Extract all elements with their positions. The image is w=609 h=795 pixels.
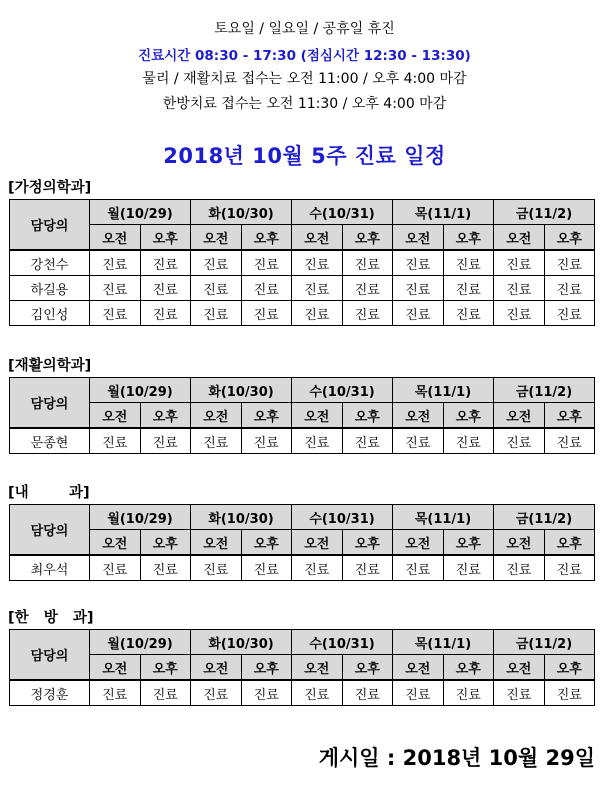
header-day: 목(11/1) <box>393 505 494 530</box>
schedule-cell: 진료 <box>342 250 393 276</box>
header-pm: 오후 <box>241 530 292 556</box>
doctor-name: 강천수 <box>10 250 90 276</box>
schedule-cell: 진료 <box>140 680 191 706</box>
header-am: 오전 <box>494 530 545 556</box>
schedule-cell: 진료 <box>90 555 141 581</box>
header-day: 화(10/30) <box>191 378 292 403</box>
header-pm: 오후 <box>241 655 292 681</box>
header-day: 월(10/29) <box>90 505 191 530</box>
header-am: 오전 <box>494 225 545 251</box>
schedule-cell: 진료 <box>140 250 191 276</box>
header-pm: 오후 <box>140 530 191 556</box>
schedule-cell: 진료 <box>191 250 242 276</box>
schedule-cell: 진료 <box>140 276 191 301</box>
schedule-cell: 진료 <box>443 555 494 581</box>
schedule-cell: 진료 <box>393 301 444 326</box>
header-pm: 오후 <box>544 655 595 681</box>
header-am: 오전 <box>191 403 242 429</box>
header-am: 오전 <box>494 403 545 429</box>
header-pm: 오후 <box>443 530 494 556</box>
schedule-cell: 진료 <box>393 680 444 706</box>
schedule-cell: 진료 <box>544 301 595 326</box>
notice-hours: 진료시간 08:30 - 17:30 (점심시간 12:30 - 13:30) <box>138 48 471 64</box>
department-label: [가정의학과] <box>8 180 92 196</box>
header-am: 오전 <box>90 655 141 681</box>
schedule-cell: 진료 <box>191 680 242 706</box>
schedule-cell: 진료 <box>544 250 595 276</box>
schedule-cell: 진료 <box>342 301 393 326</box>
header-am: 오전 <box>191 530 242 556</box>
schedule-cell: 진료 <box>443 680 494 706</box>
header-day: 목(11/1) <box>393 378 494 403</box>
schedule-table <box>9 504 595 581</box>
header-pm: 오후 <box>443 403 494 429</box>
schedule-cell: 진료 <box>241 680 292 706</box>
header-am: 오전 <box>292 225 343 251</box>
notice-rehab-cutoff: 물리 / 재활치료 접수는 오전 11:00 / 오후 4:00 마감 <box>142 71 467 87</box>
schedule-cell: 진료 <box>393 276 444 301</box>
schedule-cell: 진료 <box>241 555 292 581</box>
header-day: 수(10/31) <box>292 630 393 655</box>
header-day: 금(11/2) <box>494 200 595 225</box>
header-am: 오전 <box>393 655 444 681</box>
header-responsible: 담당의 <box>10 378 90 429</box>
schedule-cell: 진료 <box>494 276 545 301</box>
schedule-cell: 진료 <box>494 555 545 581</box>
header-pm: 오후 <box>544 403 595 429</box>
schedule-cell: 진료 <box>191 428 242 454</box>
doctor-name: 김인성 <box>10 301 90 326</box>
schedule-cell: 진료 <box>241 250 292 276</box>
table-row <box>10 250 595 276</box>
schedule-cell: 진료 <box>191 555 242 581</box>
schedule-cell: 진료 <box>494 301 545 326</box>
page-title: 2018년 10월 5주 진료 일정 <box>163 144 446 168</box>
schedule-cell: 진료 <box>544 555 595 581</box>
header-pm: 오후 <box>443 225 494 251</box>
notice-holidays: 토요일 / 일요일 / 공휴일 휴진 <box>214 21 395 37</box>
header-day: 화(10/30) <box>191 200 292 225</box>
header-am: 오전 <box>393 225 444 251</box>
department-label: [내 과] <box>8 485 90 501</box>
schedule-cell: 진료 <box>90 250 141 276</box>
schedule-cell: 진료 <box>494 680 545 706</box>
schedule-cell: 진료 <box>494 428 545 454</box>
table-row <box>10 680 595 706</box>
header-day: 수(10/31) <box>292 505 393 530</box>
schedule-cell: 진료 <box>191 301 242 326</box>
schedule-cell: 진료 <box>140 428 191 454</box>
schedule-cell: 진료 <box>292 555 343 581</box>
schedule-cell: 진료 <box>292 276 343 301</box>
schedule-cell: 진료 <box>544 428 595 454</box>
header-day: 월(10/29) <box>90 378 191 403</box>
schedule-table <box>9 629 595 706</box>
header-am: 오전 <box>90 225 141 251</box>
schedule-cell: 진료 <box>443 301 494 326</box>
header-responsible: 담당의 <box>10 200 90 251</box>
header-pm: 오후 <box>241 403 292 429</box>
header-day: 수(10/31) <box>292 378 393 403</box>
header-day: 목(11/1) <box>393 200 494 225</box>
schedule-cell: 진료 <box>544 276 595 301</box>
doctor-name: 정경훈 <box>10 680 90 706</box>
schedule-cell: 진료 <box>241 428 292 454</box>
notice-oriental-cutoff: 한방치료 접수는 오전 11:30 / 오후 4:00 마감 <box>162 96 447 112</box>
header-am: 오전 <box>393 530 444 556</box>
header-pm: 오후 <box>140 225 191 251</box>
header-am: 오전 <box>292 655 343 681</box>
schedule-cell: 진료 <box>241 301 292 326</box>
header-am: 오전 <box>90 403 141 429</box>
schedule-cell: 진료 <box>292 250 343 276</box>
header-day: 금(11/2) <box>494 378 595 403</box>
schedule-cell: 진료 <box>140 555 191 581</box>
table-row <box>10 301 595 326</box>
schedule-cell: 진료 <box>342 680 393 706</box>
schedule-cell: 진료 <box>544 680 595 706</box>
schedule-cell: 진료 <box>443 276 494 301</box>
schedule-cell: 진료 <box>90 301 141 326</box>
schedule-cell: 진료 <box>292 680 343 706</box>
header-day: 화(10/30) <box>191 505 292 530</box>
header-pm: 오후 <box>544 225 595 251</box>
schedule-cell: 진료 <box>443 428 494 454</box>
posted-date: 게시일 : 2018년 10월 29일 <box>318 746 595 770</box>
schedule-table <box>9 377 595 454</box>
department-label: [한 방 과] <box>8 610 94 626</box>
header-day: 목(11/1) <box>393 630 494 655</box>
header-day: 수(10/31) <box>292 200 393 225</box>
header-pm: 오후 <box>544 530 595 556</box>
schedule-cell: 진료 <box>90 276 141 301</box>
header-responsible: 담당의 <box>10 630 90 681</box>
header-pm: 오후 <box>342 655 393 681</box>
header-pm: 오후 <box>342 403 393 429</box>
schedule-cell: 진료 <box>494 250 545 276</box>
header-pm: 오후 <box>443 655 494 681</box>
header-pm: 오후 <box>342 530 393 556</box>
schedule-cell: 진료 <box>393 250 444 276</box>
header-day: 월(10/29) <box>90 630 191 655</box>
header-am: 오전 <box>494 655 545 681</box>
schedule-table <box>9 199 595 326</box>
header-pm: 오후 <box>241 225 292 251</box>
table-row <box>10 555 595 581</box>
schedule-cell: 진료 <box>393 428 444 454</box>
header-am: 오전 <box>191 655 242 681</box>
schedule-cell: 진료 <box>342 276 393 301</box>
header-day: 금(11/2) <box>494 505 595 530</box>
schedule-cell: 진료 <box>393 555 444 581</box>
header-pm: 오후 <box>342 225 393 251</box>
header-day: 금(11/2) <box>494 630 595 655</box>
department-label: [재활의학과] <box>8 358 92 374</box>
header-am: 오전 <box>90 530 141 556</box>
schedule-cell: 진료 <box>342 428 393 454</box>
schedule-cell: 진료 <box>90 680 141 706</box>
table-row <box>10 428 595 454</box>
schedule-cell: 진료 <box>443 250 494 276</box>
header-am: 오전 <box>292 403 343 429</box>
doctor-name: 최우석 <box>10 555 90 581</box>
doctor-name: 문종현 <box>10 428 90 454</box>
header-pm: 오후 <box>140 655 191 681</box>
header-am: 오전 <box>191 225 242 251</box>
schedule-cell: 진료 <box>292 428 343 454</box>
header-day: 월(10/29) <box>90 200 191 225</box>
schedule-cell: 진료 <box>90 428 141 454</box>
header-responsible: 담당의 <box>10 505 90 556</box>
schedule-cell: 진료 <box>292 301 343 326</box>
header-am: 오전 <box>292 530 343 556</box>
doctor-name: 하길용 <box>10 276 90 301</box>
header-pm: 오후 <box>140 403 191 429</box>
header-day: 화(10/30) <box>191 630 292 655</box>
schedule-cell: 진료 <box>140 301 191 326</box>
table-row <box>10 276 595 301</box>
schedule-cell: 진료 <box>342 555 393 581</box>
header-am: 오전 <box>393 403 444 429</box>
schedule-cell: 진료 <box>191 276 242 301</box>
schedule-cell: 진료 <box>241 276 292 301</box>
